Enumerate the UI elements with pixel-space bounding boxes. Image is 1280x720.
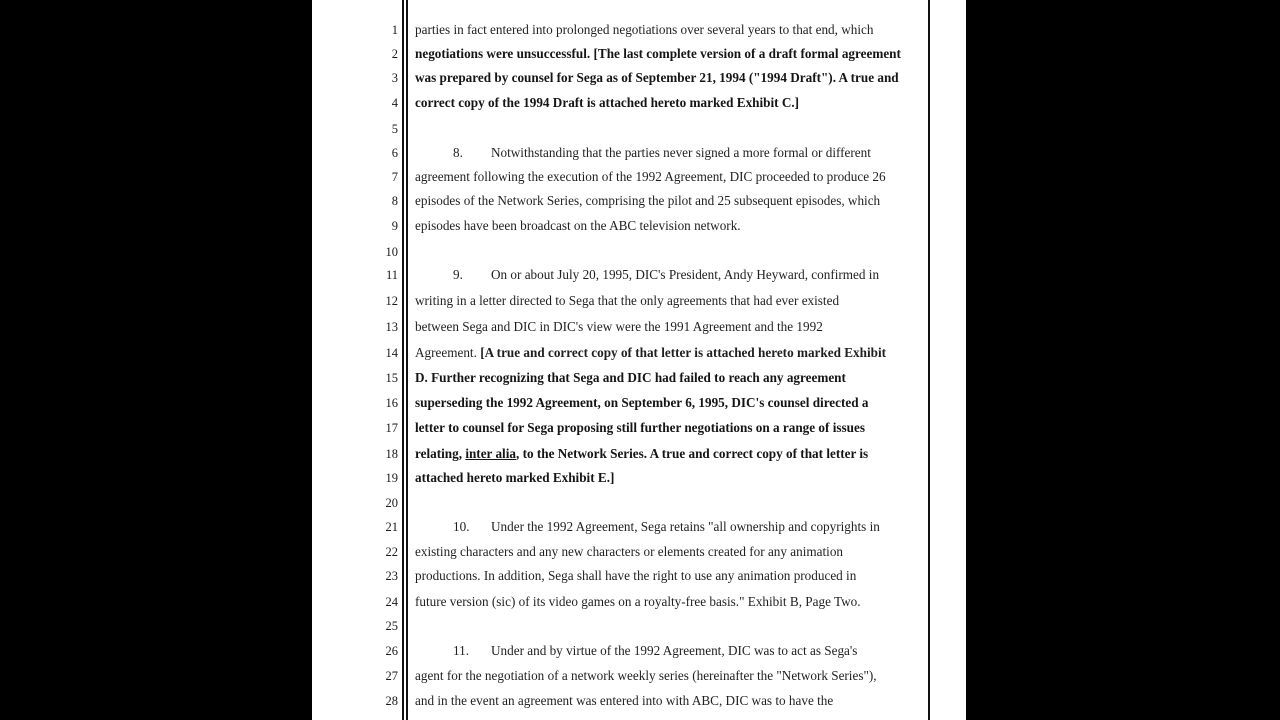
line-number: 5 (391, 122, 398, 136)
line-text: attached hereto marked Exhibit E.] (415, 470, 615, 485)
line-number: 28 (385, 694, 398, 708)
pleading-line-21 (312, 515, 966, 539)
line-number: 3 (391, 71, 398, 85)
line-text: negotiations were unsuccessful. [The last complete version of a draft formal agreement (415, 46, 901, 61)
pleading-line-22 (312, 540, 966, 564)
line-number: 2 (391, 47, 398, 61)
pleading-line-9 (312, 214, 966, 238)
document-page (312, 0, 966, 720)
line-number: 20 (385, 496, 398, 510)
pleading-line-5 (312, 117, 966, 141)
line-number: 17 (385, 421, 398, 435)
line-number: 18 (385, 447, 398, 461)
line-text: between Sega and DIC in DIC's view were the 1991 Agreement and the 1992 (415, 319, 823, 334)
pleading-line-26 (312, 639, 966, 663)
line-text: episodes have been broadcast on the ABC television network. (415, 218, 741, 233)
line-text (415, 515, 965, 539)
pleading-line-6 (312, 141, 966, 165)
pleading-line-11 (312, 263, 966, 287)
paragraph-number: 11. (453, 643, 469, 658)
line-number: 1 (391, 23, 398, 37)
line-text: agent for the negotiation of a network weekly series (hereinafter the "Network Series"), (415, 668, 877, 683)
pleading-line-8 (312, 189, 966, 213)
paragraph-number: 8. (453, 145, 463, 160)
line-content: Under the 1992 Agreement, Sega retains "all ownership and copyrights in (491, 519, 880, 534)
pleading-line-19 (312, 466, 966, 490)
line-number: 10 (385, 245, 398, 259)
line-content-underlined: inter alia (465, 446, 516, 461)
line-number: 6 (391, 146, 398, 160)
line-text: productions. In addition, Sega shall have the right to use any animation produced in (415, 568, 857, 583)
line-number: 21 (385, 520, 398, 534)
line-number: 19 (385, 471, 398, 485)
line-number: 8 (391, 194, 398, 208)
pleading-line-3 (312, 66, 966, 90)
pleading-line-28 (312, 689, 966, 713)
line-content: Notwithstanding that the parties never signed a more formal or different (491, 145, 871, 160)
line-number: 13 (385, 320, 398, 334)
line-text: was prepared by counsel for Sega as of September 21, 1994 ("1994 Draft"). A true and (415, 70, 899, 85)
line-text: existing characters and any new characters or elements created for any animation (415, 544, 844, 559)
line-text (415, 639, 965, 663)
line-content: On or about July 20, 1995, DIC's President, Andy Heyward, confirmed in (491, 267, 880, 282)
line-text: correct copy of the 1994 Draft is attached hereto marked Exhibit C.] (415, 95, 800, 110)
line-text: letter to counsel for Sega proposing still further negotiations on a range of issues (415, 420, 865, 435)
line-number: 16 (385, 396, 398, 410)
line-number: 24 (385, 595, 398, 609)
line-content-bold: [A true and correct copy of that letter is attached hereto marked Exhibit (480, 345, 886, 360)
line-content: , to the Network Series. A true and correct copy of that letter is (515, 446, 869, 461)
pleading-line-1 (312, 18, 966, 42)
line-number: 25 (385, 619, 398, 633)
line-text (415, 442, 927, 466)
paragraph-number: 10. (453, 519, 470, 534)
line-number: 15 (385, 371, 398, 385)
line-text (415, 263, 965, 287)
line-number: 11 (385, 268, 398, 282)
line-text (415, 141, 965, 165)
pleading-line-4 (312, 91, 966, 115)
line-number: 14 (385, 346, 398, 360)
pleading-line-15 (312, 366, 966, 390)
line-text: future version (sic) of its video games on a royalty-free basis." Exhibit B, Page Two. (415, 594, 861, 609)
pleading-line-20 (312, 491, 966, 515)
pleading-line-7 (312, 165, 966, 189)
line-text: episodes of the Network Series, comprising the pilot and 25 subsequent episodes, which (415, 193, 881, 208)
line-text: agreement following the execution of the 1992 Agreement, DIC proceeded to produce 26 (415, 169, 886, 184)
line-number: 4 (391, 96, 398, 110)
line-number: 9 (391, 219, 398, 233)
pleading-line-2 (312, 42, 966, 66)
line-number: 12 (385, 294, 398, 308)
line-text: superseding the 1992 Agreement, on September 6, 1995, DIC's counsel directed a (415, 395, 869, 410)
pleading-line-13 (312, 315, 966, 339)
line-content: Under and by virtue of the 1992 Agreement, DIC was to act as Sega's (491, 643, 858, 658)
line-text: D. Further recognizing that Sega and DIC had failed to reach any agreement (415, 370, 846, 385)
line-number: 22 (385, 545, 398, 559)
line-number: 7 (391, 170, 398, 184)
pleading-line-17 (312, 416, 966, 440)
paragraph-number: 9. (453, 267, 463, 282)
line-number: 23 (385, 569, 398, 583)
line-content: Agreement. (415, 345, 481, 360)
line-text: writing in a letter directed to Sega that the only agreements that had ever existed (415, 293, 840, 308)
pleading-line-25 (312, 614, 966, 638)
pleading-line-18 (312, 442, 966, 466)
pleading-line-23 (312, 564, 966, 588)
pleading-line-12 (312, 289, 966, 313)
pleading-line-24 (312, 590, 966, 614)
line-number: 26 (385, 644, 398, 658)
line-number: 27 (385, 669, 398, 683)
line-text: parties in fact entered into prolonged negotiations over several years to that end, which (415, 22, 874, 37)
line-text (415, 341, 927, 365)
line-content: relating, (415, 446, 466, 461)
line-text: and in the event an agreement was entered into with ABC, DIC was to have the (415, 693, 834, 708)
pleading-line-27 (312, 664, 966, 688)
pleading-line-10 (312, 240, 966, 264)
pleading-line-14 (312, 341, 966, 365)
pleading-line-16 (312, 391, 966, 415)
